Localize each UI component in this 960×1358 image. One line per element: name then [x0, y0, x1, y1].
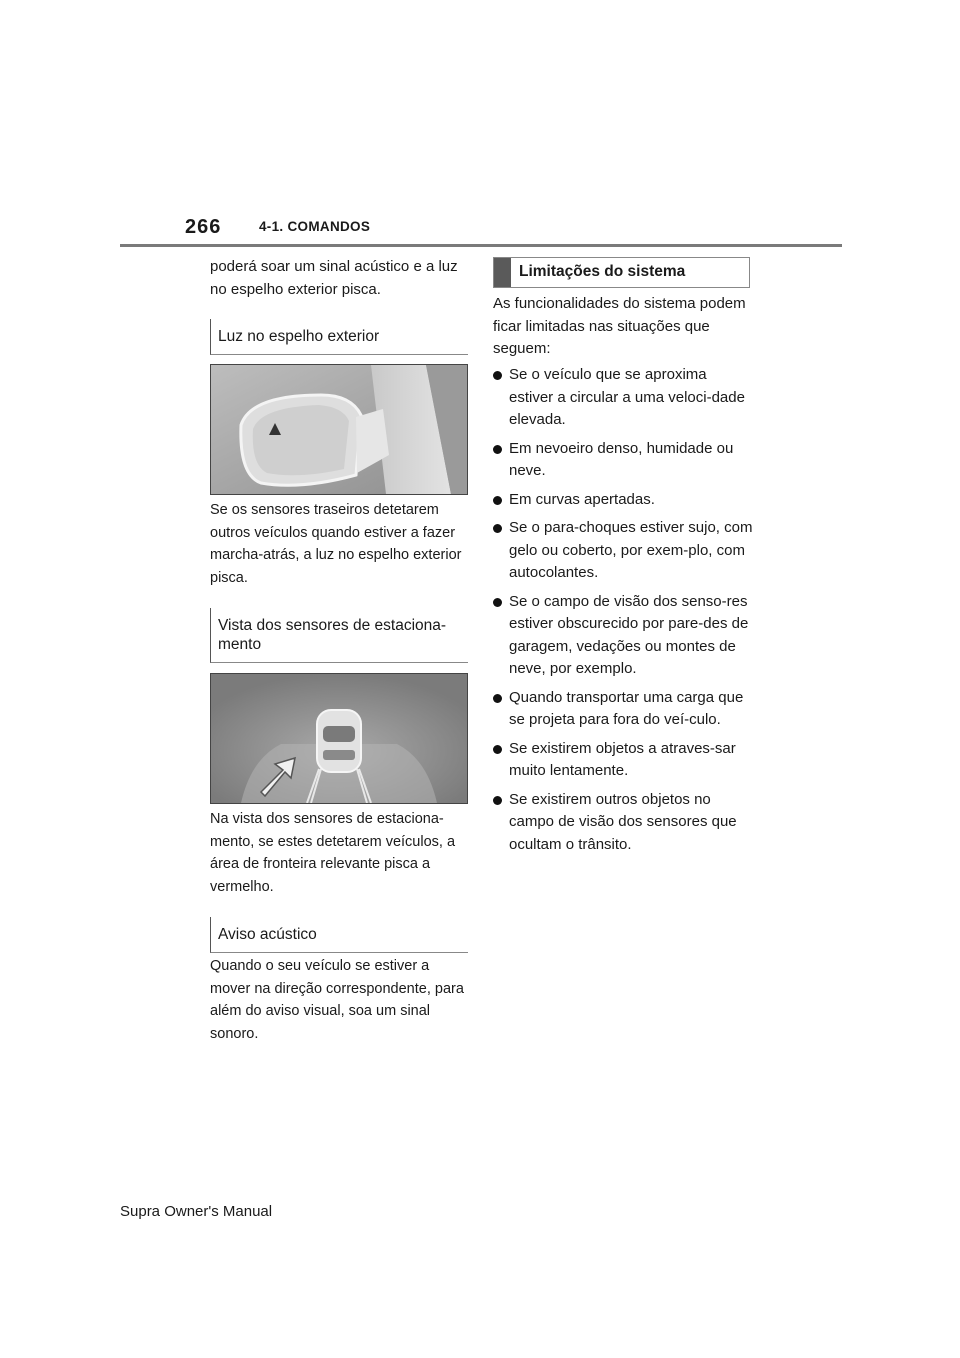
- list-item: Em nevoeiro denso, humidade ou neve.: [493, 438, 753, 483]
- section-title: 4-1. COMANDOS: [259, 219, 371, 234]
- list-item: Em curvas apertadas.: [493, 489, 753, 512]
- limitations-list: [493, 364, 753, 862]
- heading-tab: [494, 258, 511, 287]
- header-rule: [120, 244, 842, 247]
- footer-text: Supra Owner's Manual: [120, 1203, 273, 1220]
- subheading-text: Aviso acústico: [218, 926, 317, 943]
- mirror-light-figure: [210, 364, 468, 495]
- list-item: Quando transportar uma carga que se projeta para fora do veí-culo.: [493, 687, 753, 732]
- limitations-heading: Limitações do sistema: [519, 263, 686, 280]
- acoustic-warning-paragraph: Quando o seu veículo se estiver a mover na direção correspondente, para além do aviso visual, soa um sinal sonoro.: [210, 958, 464, 1042]
- list-item: Se o veículo que se aproxima estiver a circular a uma veloci-dade elevada.: [493, 364, 753, 432]
- limitations-heading-box: [493, 257, 750, 288]
- subheading-text: Vista dos sensores de estaciona-mento: [218, 617, 447, 653]
- parking-view-figure: [210, 673, 468, 804]
- parking-view-paragraph: Na vista dos sensores de estaciona-mento, se estes detetarem veículos, a área de fronteira relevante pisca a vermelho.: [210, 811, 456, 895]
- intro-paragraph: poderá soar um sinal acústico e a luz no espelho exterior pisca.: [210, 258, 458, 298]
- subheading-text: Luz no espelho exterior: [218, 328, 380, 345]
- mirror-illustration: [211, 365, 467, 494]
- parking-view-illustration: [211, 674, 467, 803]
- mirror-light-paragraph: Se os sensores traseiros detetarem outros veículos quando estiver a fazer marcha-atrás, a luz no espelho exterior pisca.: [210, 502, 462, 586]
- page-number: 266: [185, 216, 222, 238]
- list-item: Se o para-choques estiver sujo, com gelo ou coberto, por exem-plo, com autocolantes.: [493, 517, 753, 585]
- list-item: Se o campo de visão dos senso-res estiver obscurecido por pare-des de garagem, vedações ou montes de neve, por exemplo.: [493, 591, 753, 681]
- subheading-parking-view: [210, 608, 468, 663]
- list-item: Se existirem outros objetos no campo de visão dos sensores que ocultam o trânsito.: [493, 789, 753, 857]
- subheading-mirror-light: [210, 319, 468, 355]
- limitations-intro: As funcionalidades do sistema podem ficar limitadas nas situações que seguem:: [493, 295, 746, 357]
- subheading-acoustic-warning: [210, 917, 468, 953]
- list-item: Se existirem objetos a atraves-sar muito lentamente.: [493, 738, 753, 783]
